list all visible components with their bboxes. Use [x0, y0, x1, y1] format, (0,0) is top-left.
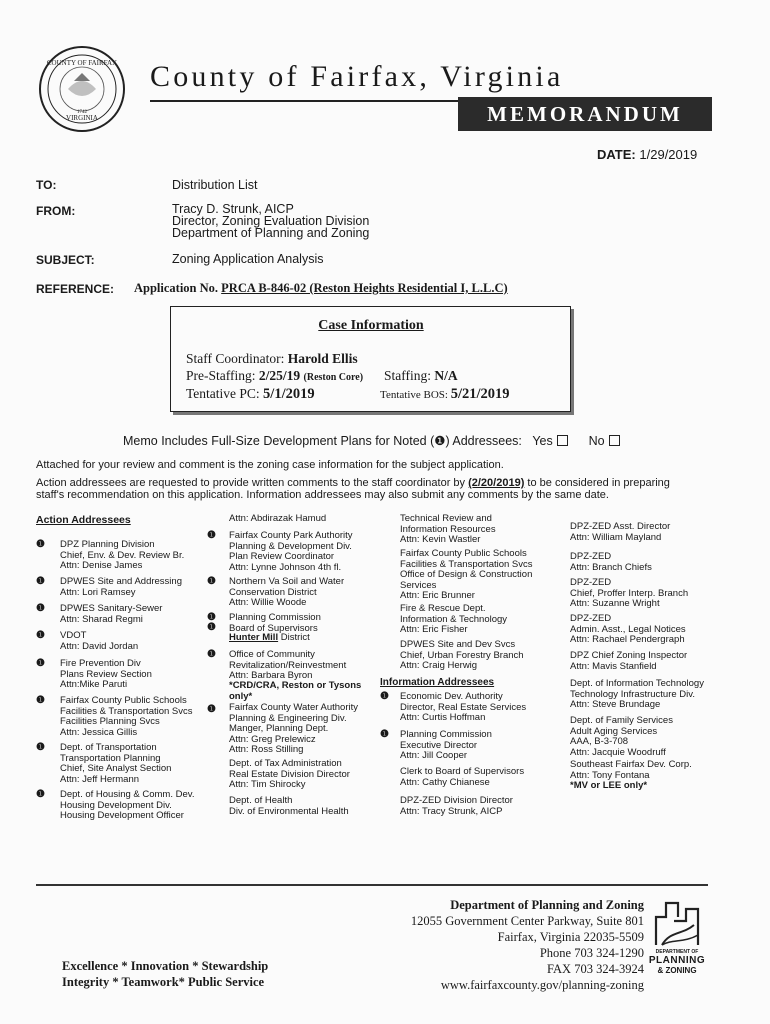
addressee-entry: Southeast Fairfax Dev. Corp. Attn: Tony Fontana	[570, 759, 692, 781]
svg-text:1742: 1742	[77, 110, 87, 115]
footer-website[interactable]: www.fairfaxcounty.gov/planning-zoning	[440, 978, 644, 992]
from-line: Director, Zoning Evaluation Division	[172, 214, 370, 228]
action-marker: ❶	[380, 729, 389, 740]
seal-graphic	[38, 45, 126, 133]
coordinator-value: Harold Ellis	[287, 351, 358, 366]
reference-label: REFERENCE:	[36, 282, 115, 296]
addressee-entry: Northern Va Soil and Water Conservation District Attn: Willie Woode	[229, 576, 345, 608]
addressee-entry: Fairfax County Public Schools Facilities & Transportation Svcs Facilities Planning Svcs Attn: Jessica Gillis	[60, 695, 193, 738]
addressee-entry: Economic Dev. Authority Director, Real Estate Services Attn: Curtis Hoffman	[400, 691, 527, 723]
case-heading: Case Information	[318, 318, 424, 333]
addressee-entry: Clerk to Board of Supervisors Attn: Cathy Chianese	[400, 766, 525, 788]
addressee-entry: Dept. of Housing & Comm. Dev. Housing Development Div. Housing Development Officer	[60, 789, 195, 821]
motto-line-2: Integrity * Teamwork* Public Service	[62, 975, 265, 989]
tentative-bos	[380, 386, 510, 403]
prestaffing-note: (Reston Core)	[303, 372, 364, 383]
action-marker: ❶	[380, 691, 389, 702]
intro-paragraph: Attached for your review and comment is the zoning case information for the subject application.	[36, 459, 504, 471]
from-line: Tracy D. Strunk, AICP	[172, 202, 294, 216]
action-marker: ❶	[36, 576, 45, 587]
addressee-entry: DPZ Chief Zoning Inspector Attn: Mavis Stanfield	[570, 650, 688, 672]
svg-text:COUNTY OF FAIRFAX: COUNTY OF FAIRFAX	[46, 59, 118, 67]
memo-date	[597, 147, 697, 162]
addressee-entry: VDOT Attn: David Jordan	[60, 630, 139, 652]
footer-address-1: 12055 Government Center Parkway, Suite 801	[410, 914, 644, 928]
building-icon	[648, 895, 706, 947]
pre-staffing	[186, 368, 363, 384]
information-addressees-heading: Information Addressees	[380, 677, 495, 688]
date-value: 1/29/2019	[639, 147, 698, 162]
memo-plans-text: Memo Includes Full-Size Development Plans for Noted (❶) Addressees:	[123, 434, 522, 448]
title-rule	[150, 100, 470, 102]
logo-line-3: & ZONING	[657, 966, 697, 975]
logo-line-2: PLANNING	[648, 955, 706, 966]
application-number: PRCA B-846-02 (Reston Heights Residential I, L.L.C)	[221, 281, 508, 295]
bos-value: 5/21/2019	[450, 386, 510, 402]
yes-checkbox[interactable]	[557, 435, 568, 446]
footer-contact	[411, 897, 644, 993]
comment-due-date: (2/20/2019)	[468, 477, 525, 489]
bos-label: Tentative BOS:	[380, 389, 448, 401]
addressee-entry: DPZ-ZED Chief, Proffer Interp. Branch Attn: Suzanne Wright	[570, 577, 689, 609]
staffing-value: N/A	[434, 368, 458, 383]
reference-prefix: Application No.	[134, 281, 219, 295]
addressee-note: *MV or LEE only*	[570, 780, 648, 791]
addressee-entry: Planning Commission Executive Director Attn: Jill Cooper	[400, 729, 492, 761]
staffing	[384, 368, 458, 384]
request-paragraph	[36, 478, 670, 501]
addressee-entry: DPZ-ZED Admin. Asst., Legal Notices Attn: Rachael Pendergraph	[570, 613, 686, 645]
date-label: DATE:	[597, 147, 636, 162]
subject-value: Zoning Application Analysis	[172, 252, 324, 266]
action-marker: ❶	[36, 603, 45, 614]
action-marker: ❶	[36, 658, 45, 669]
addressee-entry: DPZ-ZED Asst. Director Attn: William Mayland	[570, 521, 671, 543]
addressee-entry: Attn: Abdirazak Hamud	[229, 513, 327, 524]
prestaffing-label: Pre-Staffing:	[186, 368, 256, 383]
action-marker: ❶	[207, 530, 216, 541]
addressee-entry: DPZ-ZED Division Director Attn: Tracy Strunk, AICP	[400, 795, 513, 817]
tentative-pc	[186, 386, 315, 403]
addressee-entry: Technical Review and Information Resources Attn: Kevin Wastler	[400, 513, 496, 545]
action-marker: ❶	[36, 539, 45, 550]
request-text-line2: staff's recommendation on this application. Information addressees may also submit any comments by the same date.	[36, 488, 609, 501]
action-marker: ❶	[36, 742, 45, 753]
footer-motto	[62, 958, 268, 990]
footer-rule	[36, 884, 708, 886]
footer-address-2: Fairfax, Virginia 22035-5509	[497, 930, 644, 944]
reference-value	[134, 281, 508, 296]
addressee-entry: Dept. of Transportation Transportation Planning Chief, Site Analyst Section Attn: Jeff Hermann	[60, 742, 172, 785]
yes-label: Yes	[532, 434, 553, 448]
addressee-entry: DPWES Site and Dev Svcs Chief, Urban Forestry Branch Attn: Craig Herwig	[400, 639, 524, 671]
addressee-entry: DPZ Planning Division Chief, Env. & Dev. Review Br. Attn: Denise James	[60, 539, 185, 571]
page-title: County of Fairfax, Virginia	[150, 60, 564, 93]
addressee-note: *CRD/CRA, Reston or Tysons only*	[229, 680, 362, 702]
action-marker: ❶	[36, 630, 45, 641]
action-marker: ❶	[207, 622, 216, 633]
action-marker: ❶	[207, 576, 216, 587]
action-marker: ❶	[207, 649, 216, 660]
memo-plans-line	[123, 433, 620, 448]
addressee-entry: Fire & Rescue Dept. Information & Technology Attn: Eric Fisher	[400, 603, 508, 635]
action-marker: ❶	[36, 789, 45, 800]
addressee-entry: Dept. of Family Services Adult Aging Services AAA, B-3-708 Attn: Jacquie Woodruff	[570, 715, 673, 758]
pc-value: 5/1/2019	[263, 386, 315, 402]
subject-label: SUBJECT:	[36, 253, 95, 267]
footer-fax: FAX 703 324-3924	[547, 962, 644, 976]
memorandum-label: MEMORANDUM	[487, 102, 683, 126]
staff-coordinator	[186, 351, 358, 367]
footer-phone: Phone 703 324-1290	[539, 946, 644, 960]
addressee-entry: Fairfax County Water Authority Planning & Engineering Div. Manger, Planning Dept. Attn: Greg Prelewicz Attn: Ross Stilling	[229, 702, 359, 755]
no-checkbox[interactable]	[609, 435, 620, 446]
supervisor-district	[229, 633, 310, 644]
motto-line-1: Excellence * Innovation * Stewardship	[62, 959, 269, 973]
to-value: Distribution List	[172, 178, 258, 192]
coordinator-label: Staff Coordinator:	[186, 351, 285, 366]
addressee-entry: Fire Prevention Div Plans Review Section Attn:Mike Paruti	[60, 658, 152, 690]
request-text-a: Action addressees are requested to provide written comments to the staff coordinator by	[36, 477, 466, 489]
addressee-entry: DPWES Sanitary-Sewer Attn: Sharad Regmi	[60, 603, 163, 625]
district-name: Hunter Mill	[229, 632, 279, 643]
memorandum-banner	[458, 97, 712, 131]
addressee-entry: Dept. of Tax Administration Real Estate Division Director Attn: Tim Shirocky	[229, 758, 350, 790]
dpz-logo	[648, 895, 706, 985]
no-label: No	[588, 434, 605, 448]
action-addressees-heading: Action Addressees	[36, 514, 131, 526]
footer-dept: Department of Planning and Zoning	[450, 898, 644, 912]
county-seal	[38, 45, 126, 133]
action-marker: ❶	[207, 704, 216, 715]
addressee-entry: Office of Community Revitalization/Reinvestment Attn: Barbara Byron	[229, 649, 347, 681]
from-line: Department of Planning and Zoning	[172, 226, 370, 240]
prestaffing-value: 2/25/19	[258, 368, 301, 383]
from-value	[172, 203, 369, 239]
addressee-entry: DPZ-ZED Attn: Branch Chiefs	[570, 551, 652, 573]
addressee-entry: Fairfax County Public Schools Facilities & Transportation Svcs Office of Design & Construction Services Attn: Eric Brunner	[400, 548, 533, 601]
svg-text:VIRGINIA: VIRGINIA	[66, 114, 98, 122]
action-marker: ❶	[207, 612, 216, 623]
from-label: FROM:	[36, 204, 76, 218]
addressee-entry: Dept. of Information Technology Technology Infrastructure Div. Attn: Steve Brundage	[570, 678, 704, 710]
logo-line-1: DEPARTMENT OF	[655, 949, 699, 955]
addressee-entry: Dept. of Health Div. of Environmental Health	[229, 795, 349, 817]
addressee-entry: Planning Commission Board of Supervisors	[229, 612, 321, 634]
addressee-entry: DPWES Site and Addressing Attn: Lori Ramsey	[60, 576, 182, 598]
staffing-label: Staffing:	[384, 368, 431, 383]
action-marker: ❶	[36, 695, 45, 706]
pc-label: Tentative PC:	[186, 386, 260, 401]
request-text-b: to be considered in preparing	[527, 477, 670, 489]
to-label: TO:	[36, 178, 57, 192]
district-suffix: District	[278, 632, 310, 643]
addressee-entry: Fairfax County Park Authority Planning & Development Div. Plan Review Coordinator Attn: Lynne Johnson 4th fl.	[229, 530, 353, 573]
